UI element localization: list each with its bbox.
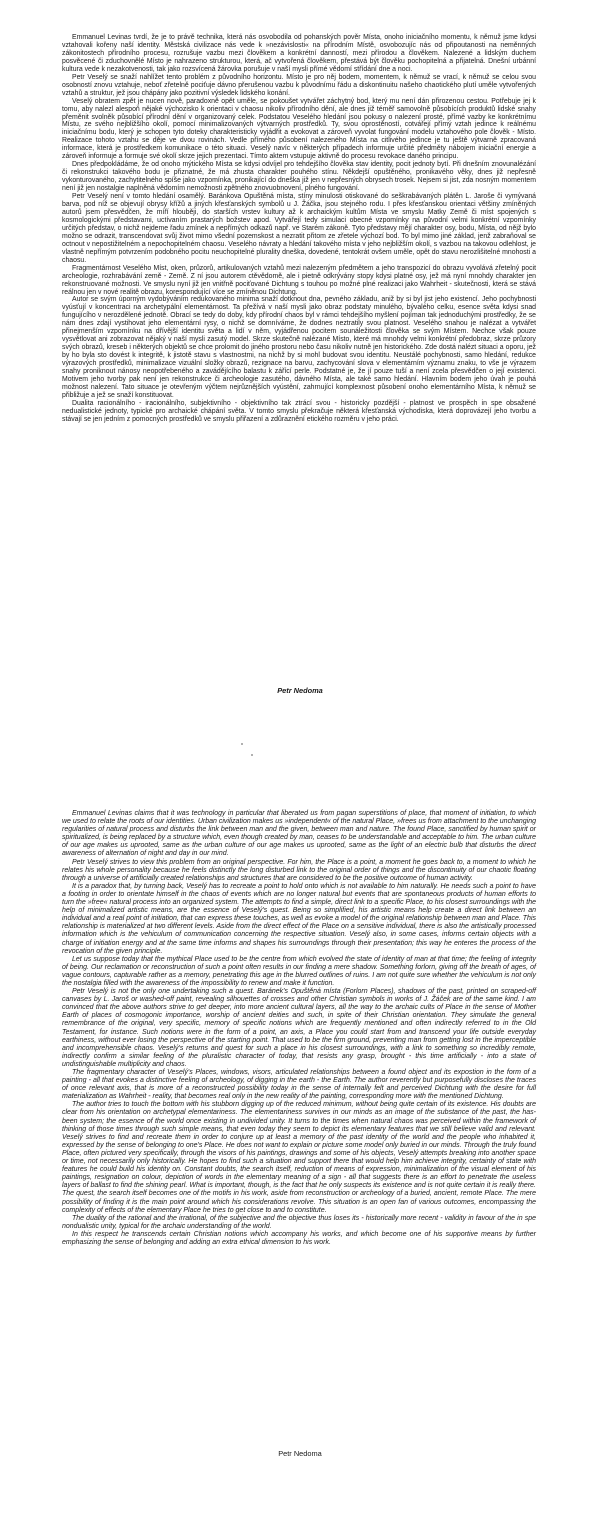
english-paragraph: Emmanuel Levinas claims that it was technology in particular that liberated us from pagan superstitions of place, that moment of initiation, to which we used to relate the roots of our identities. Urban civilization makes us »independent« of the natural Place, »frees us from attachment to the unchanging regularities of natural process and disturbs the link between man and the given, between man and nature. The found Place, sanctified by human spirit or spiritualized, is being replaced by a structure which, even though created by man, ceases to be understandable and acceptable to him. The urban culture of our age makes us uprooted, same as the urban culture of our age makes us uprooted, same as the light of an electric bulb that disturbs the direct awareness of alternation of night and day in our mind. [62, 810, 536, 858]
english-paragraph: The fragmentary character of Veselý's Places, windows, visors, articulated relationships between a found object and its expostion in the form of a painting - all that evokes a distinctive feeling of archeology, of digging in the earth - the Earth. The author reverently but purposefully discloses the traces of once relevant axis, that is more of a reconstructed possibility today in the sense of internally felt and perceived Dichtung with the desire for full materialization as Wahrheit - reality, that becomes real only in the new reality of the painting, corresponding more with the mentioned Dichtung. [62, 1069, 536, 1101]
czech-paragraph: Emmanuel Levinas tvrdí, že je to právě technika, která nás osvobodila od pohanských pověr Místa, onoho iniciačního momentu, k němuž jsme kdysi vztahovali kořeny naší identity. Městská civilizace nás vede k »nezávislosti« na přírodním Místě, osvobozujíc nás od připoutanosti na neměnných zákonitostech přírodního procesu, rozrušuje vazbu mezi člověkem a konkrétní danností, mezi přírodou a člověkem. Nalezené a lidským duchem posvěcené či zduchovnělé Místo je nahrazeno strukturou, která, ač vytvořená člověkem, přestává být člověku pochopitelná a přijatelná. Dnešní urbánní kultura vede k nezakotvenosti, tak jako rozsvícená žárovka porušuje v naší mysli přímé vědomí střídání dne a noci. [62, 34, 536, 73]
english-paragraph: The author tries to touch the bottom with his stubborn digging up of the reduced minimum, without being quite certain of its existence. His doubts are clear from his orientation on archetypal elementariness. The elementariness survives in our minds as an image of the substance of the past, the has-been system; the essence of the world once existing in undivided unity. It turns to the times when natural chaos was perceived within the framework of thinking of those times through such simple means, that even today they seem to depict its elementary features that we still believe valid and relevant. Veselý strives to find and recreate them in order to conjure up at least a memory of the past identity of the world and the people who inhabited it, expressed by the sense of belonging to one's Place. He does not want to explain or picture some model only buried in our minds. Through the truly found Place, often pictured very specifically, through the visors of his paintings, drawings and some of his objects, Veselý attempts breaking into another space or time, not necessarily only historically. He hopes to find such a situation and support there that would help him achieve integrity, certainty of state with features he could build his identity on. Constant doubts, the search itself, reduction of means of expression, minimalization of the visual element of his paintings, resignation on colour, depiction of words in the elementary meaning of a sign - all that suggests there is an effort to penetrate the useless layers of ballast to find the shining pearl. What is important, though, is the fact that he only suspects its existence and is not quite certain it is really there. The quest, the search itself becomes one of the motifs in his work, aside from reconstruction or archeology of a buried, ancient, remote Place. The mere possibility of finding it is the main point around which his considerations revolve. This situation is an open fan of various outcomes, encompassing the complexity of effects of the elementary Place he tries to get close to and to constitute. [62, 1101, 536, 1214]
english-paragraph: Let us suppose today that the mythical Place used to be the centre from which evolved the state of identity of man at that time; the feeling of integrity of being. Our reclamation or reconstruction of such a point often results in our finding a mere shadow. Something forlorn, giving off the breath of ages, of vague contours, capturable rather as a memory, penetrating this age in the blurred outlines of ruins. I am not quite sure whether the vehiculum is not only the nostalgia filled with the awareness of the impossibility to renew and make it function. [62, 955, 536, 987]
english-paragraph: Petr Veselý strives to view this problem from an original perspective. For him, the Place is a point, a moment he goes back to, a moment to which he relates his whole personality because he feels distinctly the long disturbed link to the original order of things and the discontinuity of our chaotic floating through a universe of artificially created relationships and structures that are considered to be the positive outcome of human activity. [62, 858, 536, 882]
czech-paragraph: Fragmentárnost Veselého Míst, oken, průzorů, artikulovaných vztahů mezi nalezeným předmětem a jeho transpozicí do obrazu vyvolává zřetelný pocit archeologie, rozhrabávání země - Země. Z ní jsou autorem ctěvědomě, ale i pietně odkrývány stopy kdysi platné osy, jež má nyní mnohdy charakter jen rekonstruované možnosti. Ve smyslu nyní již jen vnitřně pociťované Dichtung s touhou po možné plné realizaci jako Wahrheit - skutečnosti, která se stává reálnou jen v nové realitě obrazu, korespondující více se zmíněnou Dichtung. [62, 264, 536, 296]
czech-paragraph: Petr Veselý není v tomto hledání osamělý. Baránkova Opuštěná místa, stíny minulosti otiskované do seškrabávaných plátěn L. Jaroše či vymývaná barva, pod níž se objevují obrysy křížů a jiných křesťanských symbolů u J. Žáčka, jsou stejného rodu. I přes křesťanskou orientaci většiny zmíněných autorů jsem přesvědčen, že míří hlouběji, do starších vrstev kultury až k archaickým kultům Místa ve smyslu Matky Země či míst spojených s kosmologickými představami, uctívaním prastarých božstev apod. Vytvářejí tedy simulaci obecné vzpomínky na původní velmi konkrétní vzpomínky určitých představ, o nichž nejdeme řadu zmínek a nepřímých odkazů např. ve Starém zákoně. Tyto představy mějí charakter osy, bodu, Místa, od nějž bylo možno se odrazit, transcendovat svůj život mimo všední pozemskost a nezratit přitom ze zřetele výchozí bod. To byl mimo jiné základ, jenž zabraňoval se octnout v nepostižitelném a nepochopitelném chaosu. Veselého návraty a hledání takového místa v jeho nejbližším okolí, s vazbou na takovou odlehlost, je vlastně nepřímým potvrzením podobného pocitu neuchopitelné plurality dneška, dovedené, tentokrát ovšem uměle, opět do stavu nerozlišitelné mnohosti a chaosu. [62, 193, 536, 264]
czech-paragraph: Petr Veselý se snaží nahlížet tento problém z původního horizontu. Místo je pro něj bodem, momentem, k němuž se vrací, k němuž se celou svou osobností znovu vztahuje, neboť zřetelně pociťuje dávno přerušenou vazbu k původnímu řádu a diskontinuitu našeho chaotického plutí uměle vytvořených vztahů a struktur, jež jsou chápány jako pozitivní výsledek lidského konání. [62, 73, 536, 97]
czech-text-column [62, 34, 536, 424]
english-signature: Petr Nedoma [278, 1449, 322, 1458]
english-text-column [62, 810, 536, 1247]
scan-speck [241, 743, 243, 745]
english-paragraph: The duality of the rational and the irrational, of the subjective and the objective thus loses its - historically more recent - validity in favour of the in spe nondualistic unity, typical for the archaic understanding of the world. [62, 1214, 536, 1230]
english-paragraph: In this respect he transcends certain Christian notions which accompany his works, and which become one of his supportive means by further emphasizing the sense of belonging and adding an extra ethical dimension to his work. [62, 1230, 536, 1246]
czech-paragraph: Veselý obratem zpět je nucen nově, paradoxně opět uměle, se pokoušet vytvářet záchytný bod, který mu není dán přirozenou cestou. Potřebuje jej k tomu, aby nalezl alespoň nějaké výchozisko k orientaci v chaosu nikoliv přírodního dění, ale dnes již téměř samovolně působících produktů lidské snahy přeměnit svolněk působící přírodní dění v organizovaný celek. Podstatou Veselého hledání jsou pokusy o nalezení prosté, přímé vazby ke konkrétnímu Místu, ze svého nejbližšího okolí, pomocí minimalizovaných výtvarných prostředků. Ty, svou oprostěností, cotvářejí přímý vztah jedince k reálnému iniciačnímu bodu, který je schopen tyto doteky charakteristicky vyjádřit a evokovat a zároveň vyvolat fungování modelu vztahového pole člověk - Místo. Realizace tohoto vztahu se děje ve dvou rovinách. Vedle přímého působení nalezeného Místa na citlivého jedince je tu ještě výtvarně zpracovaná informace, která je prostředkem komunikace o této situaci. Veselý navíc v některých případech informuje určité předměty nábojem iniciační energie a zároveň informuje a formuje své okolí skrze jejich prezentaci. Tímto aktem vstupuje aktivně do procesu revokace daného principu. [62, 97, 536, 161]
english-paragraph: It is a paradox that, by turning back, Veselý has to recreate a point to hold onto which is not available to him naturally. He needs such a point to have a footing in order to orientate himself in the chaos of events which are no longer natural but events that are spontaneous products of human efforts to turn the »free« natural process into an organized system. The attempts to find a simple, direct link to a specific Place, to his closest surroundings with the help of minimalized artistic means, are the essence of Veselý's quest. Being so simplified, his artistic means help create a direct link between an individual and a real point of initiation, that can express these touches, as well as evoke a model of the original relationship between man and Place. This relationship is materialized at two different levels. Aside from the direct effect of the Place on a sensitive individual, there is also the artistically processed information which is the vehiculum of communication concerning the respective situation. Veselý also, in some cases, informs certain objects with a charge of initiation energy and at the same time informs and shapes his surroundings through their presentation; this way he enteres the process of the revocation of the given principle. [62, 882, 536, 955]
czech-paragraph: Dnes předpokládáme, že od onoho mýtického Místa se kdysi odvíjel pro tehdejšího člověka stav identity, pocit jednoty bytí. Při dnešním znovunalézání či rekonstrukci takového bodu je přiznatné, že má zhusta charakter pouhého stínu. Někdejší opuštěného, pronikavého věky, dnes již nepřesně vykonturovaného, zachytitelného spíše jako vzpomínka, pronikající do dneška již jen v nepřesných obrysech trosek. Nejsem si jist, zda nosným momentem není již jen nostalgie naplněná vědomím nemožnosti zpětného znovuobnovení, plného fungování. [62, 161, 536, 193]
czech-paragraph: Autor se svým úporným vydobýváním redukovaného minima snaží dotknout dna, pevného základu, aniž by si byl jist jeho existencí. Jeho pochybnosti vyúsťují v koncentraci na archetypální elementárnost. Ta přežívá v naší mysli jako obraz podstaty minulého, bývalého celku, esence světa kdysi snad fungujícího v nerozdělené jednotě. Obrací se tedy do doby, kdy přírodní chaos byl v rámci tehdejšího myšlení pojíman tak jednoduchými prostředky, že se nám dnes zdají vystihovat jeho elementární rysy, o nichž se domníváme, že dodnes neztratily svou platnost. Veselého snahou je nalézat a vytvářet přinejmenším vzpomínku na dřívější identitu světa a lidí v něm, vyjádřenou pocitem sounáležitosti člověka se svým Místem. Nechce však pouze vysvětlovat ani zobrazovat nějaký v naší mysli zasutý model. Skrze skutečně nalézané Místo, které má mnohdy velmi konkrétní předobraz, skrze průzory svých obrazů, kreseb i některých objektů se chce prolomit do jiného prostoru nebo času nikoliv nutně jen historického. Zde dostá nalézt situaci a oporu, jež by ho byla sto dovést k integritě, k jistotě stavu s vlastnostmi, na nichž by si mohl budovat svou identitu. Neustálé pochybnosti, samo hledání, redukce výrazových prostředků, minimalizace vizuální složky obrazů, rezignace na barvu, zachycování slova v elementárním významu znaku, to vše je výrazem snahy proniknout nánosy neopotřebeného a zavádějícího balastu k zářící perle. Podstatné je, že jí pouze tuší a není zcela přesvědčen o její existenci. Motivem jeho tvorby pak není jen rekonstrukce či archeologie zasutého, dávného Místa, ale také samo hledání. Hlavním bodem jeho úvah je pouhá možnost nalezení. Tato situace je otevřeným výčtem nejrůznějších vyústění, zahrnující komplexnost působení onoho elementárního Místa, k němuž se přibližuje a jež se snaží konstituovat. [62, 296, 536, 399]
scan-speck [251, 754, 253, 756]
czech-paragraph: Dualita racionálního - iracionálního, subjektivního - objektivního tak ztrácí svou - historicky pozdější - platnost ve prospěch in spe obsažené nedualistické jednoty, typické pro archaické chápání světa. V tomto smyslu překračuje některá křesťanská východiska, která doprovázejí jeho tvorbu a stávají se jen jedním z pomocných prostředků ve smyslu přiřazení a zdůraznění etického rozměru v jeho práci. [62, 399, 536, 423]
czech-signature: Petr Nedoma [277, 686, 323, 695]
english-paragraph: Petr Veselý is not the only one undertaking such a quest. Baránek's Opuštěná místa (Forlorn Places), shadows of the past, printed on scraped-off canvases by L. Jaroš or washed-off paint, revealing silhouettes of crosses and other Christian symbols in works of J. Žáček are of the same kind. I am convinced that the above authors strive to get deeper, into more ancient cultural layers, all the way to the archaic cults of Place in the sense of Mother Earth of places of cosmogonic importance, worship of ancient deities and such, in spite of their Christian orientation. They simulate the general remembrance of the original, very specific, memory of specific notions which are frequently mentioned and often indirectly referred to in the Old Testament, for instance. Such notions were in the form of a point, an axis, a Place you could start from and transcend your life outside everyday earthiness, without ever losing the perspective of the starting point. That used to be the firm ground, preventing man from getting lost in the imperceptible and incomprehensible chaos. Veselý's returns and quest for such a place in his closest surroundings, with a link to something so incredibly remote, indirectly confirm a similar feeling of the pluralistic character of today, that resists any grasp, brought - this time artificially - into a state of undistinguishable multiplicity and chaos. [62, 988, 536, 1068]
